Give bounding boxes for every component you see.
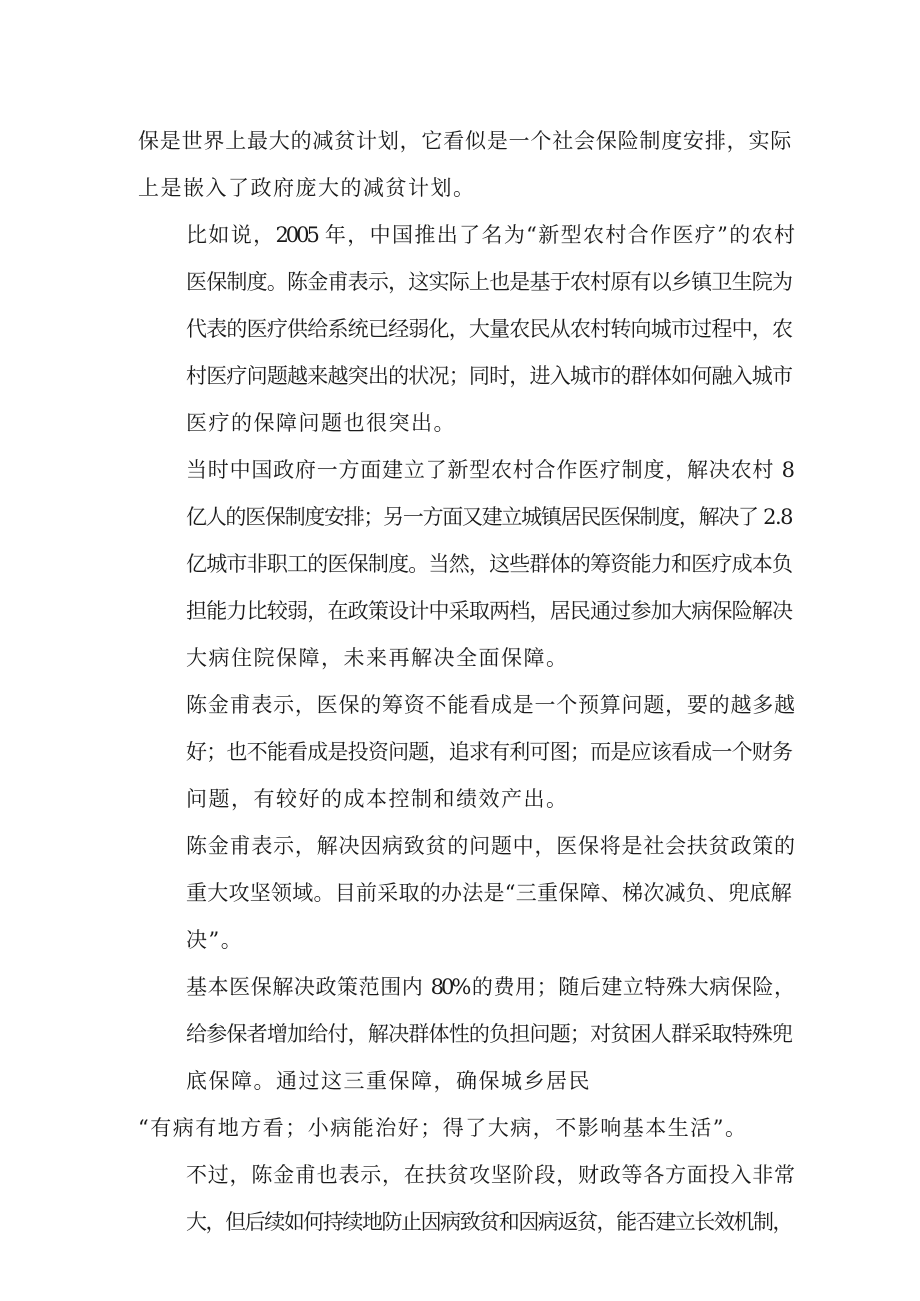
text-line: 当时中国政府一方面建立了新型农村合作医疗制度，解决农村 8: [186, 458, 792, 482]
text-line: 医保制度。陈金甫表示，这实际上也是基于农村原有以乡镇卫生院为: [186, 270, 792, 294]
text-line: 重大攻坚领域。目前采取的办法是“三重保障、梯次减负、兜底解: [186, 881, 792, 905]
text-line: 上是嵌入了政府庞大的减贫计划。: [138, 176, 476, 200]
text-line: 担能力比较弱，在政策设计中采取两档，居民通过参加大病保险解决: [186, 599, 792, 623]
text-line: 亿人的医保制度安排；另一方面又建立城镇居民医保制度，解决了 2.8: [186, 505, 792, 529]
paragraph-4: [138, 682, 792, 823]
text-line: 不过，陈金甫也表示，在扶贫攻坚阶段，财政等各方面投入非常: [186, 1163, 792, 1187]
article-body: [138, 118, 792, 1246]
text-line: 比如说，2005 年，中国推出了名为“新型农村合作医疗”的农村: [186, 223, 792, 247]
text-line: 亿城市非职工的医保制度。当然，这些群体的筹资能力和医疗成本负: [186, 552, 792, 576]
text-line: 好；也不能看成是投资问题，追求有利可图；而是应该看成一个财务: [186, 740, 792, 764]
text-line: 医疗的保障问题也很突出。: [186, 411, 456, 435]
paragraph-5: [138, 823, 792, 964]
paragraph-8: [138, 1152, 792, 1246]
paragraph-2: [138, 212, 792, 447]
text-line: 底保障。通过这三重保障，确保城乡居民: [186, 1069, 591, 1093]
text-line: 村医疗问题越来越突出的状况；同时，进入城市的群体如何融入城市: [186, 364, 792, 388]
text-line: 代表的医疗供给系统已经弱化，大量农民从农村转向城市过程中，农: [186, 317, 792, 341]
text-line: 陈金甫表示，解决因病致贫的问题中，医保将是社会扶贫政策的: [186, 834, 792, 858]
text-line: 给参保者增加给付，解决群体性的负担问题；对贫困人群采取特殊兜: [186, 1022, 792, 1046]
text-line: 大，但后续如何持续地防止因病致贫和因病返贫，能否建立长效机制，: [186, 1210, 792, 1234]
paragraph-7: [138, 1105, 792, 1152]
paragraph-3: [138, 447, 792, 682]
text-line: 保是世界上最大的减贫计划，它看似是一个社会保险制度安排，实际: [138, 129, 792, 153]
text-line: “有病有地方看；小病能治好；得了大病，不影响基本生活”。: [138, 1116, 748, 1140]
paragraph-6: [138, 964, 792, 1105]
paragraph-1: [138, 118, 792, 212]
text-line: 基本医保解决政策范围内 80%的费用；随后建立特殊大病保险，: [186, 975, 792, 999]
text-line: 大病住院保障，未来再解决全面保障。: [186, 646, 569, 670]
text-line: 决”。: [186, 928, 244, 952]
text-line: 陈金甫表示，医保的筹资不能看成是一个预算问题，要的越多越: [186, 693, 792, 717]
text-line: 问题，有较好的成本控制和绩效产出。: [186, 787, 569, 811]
